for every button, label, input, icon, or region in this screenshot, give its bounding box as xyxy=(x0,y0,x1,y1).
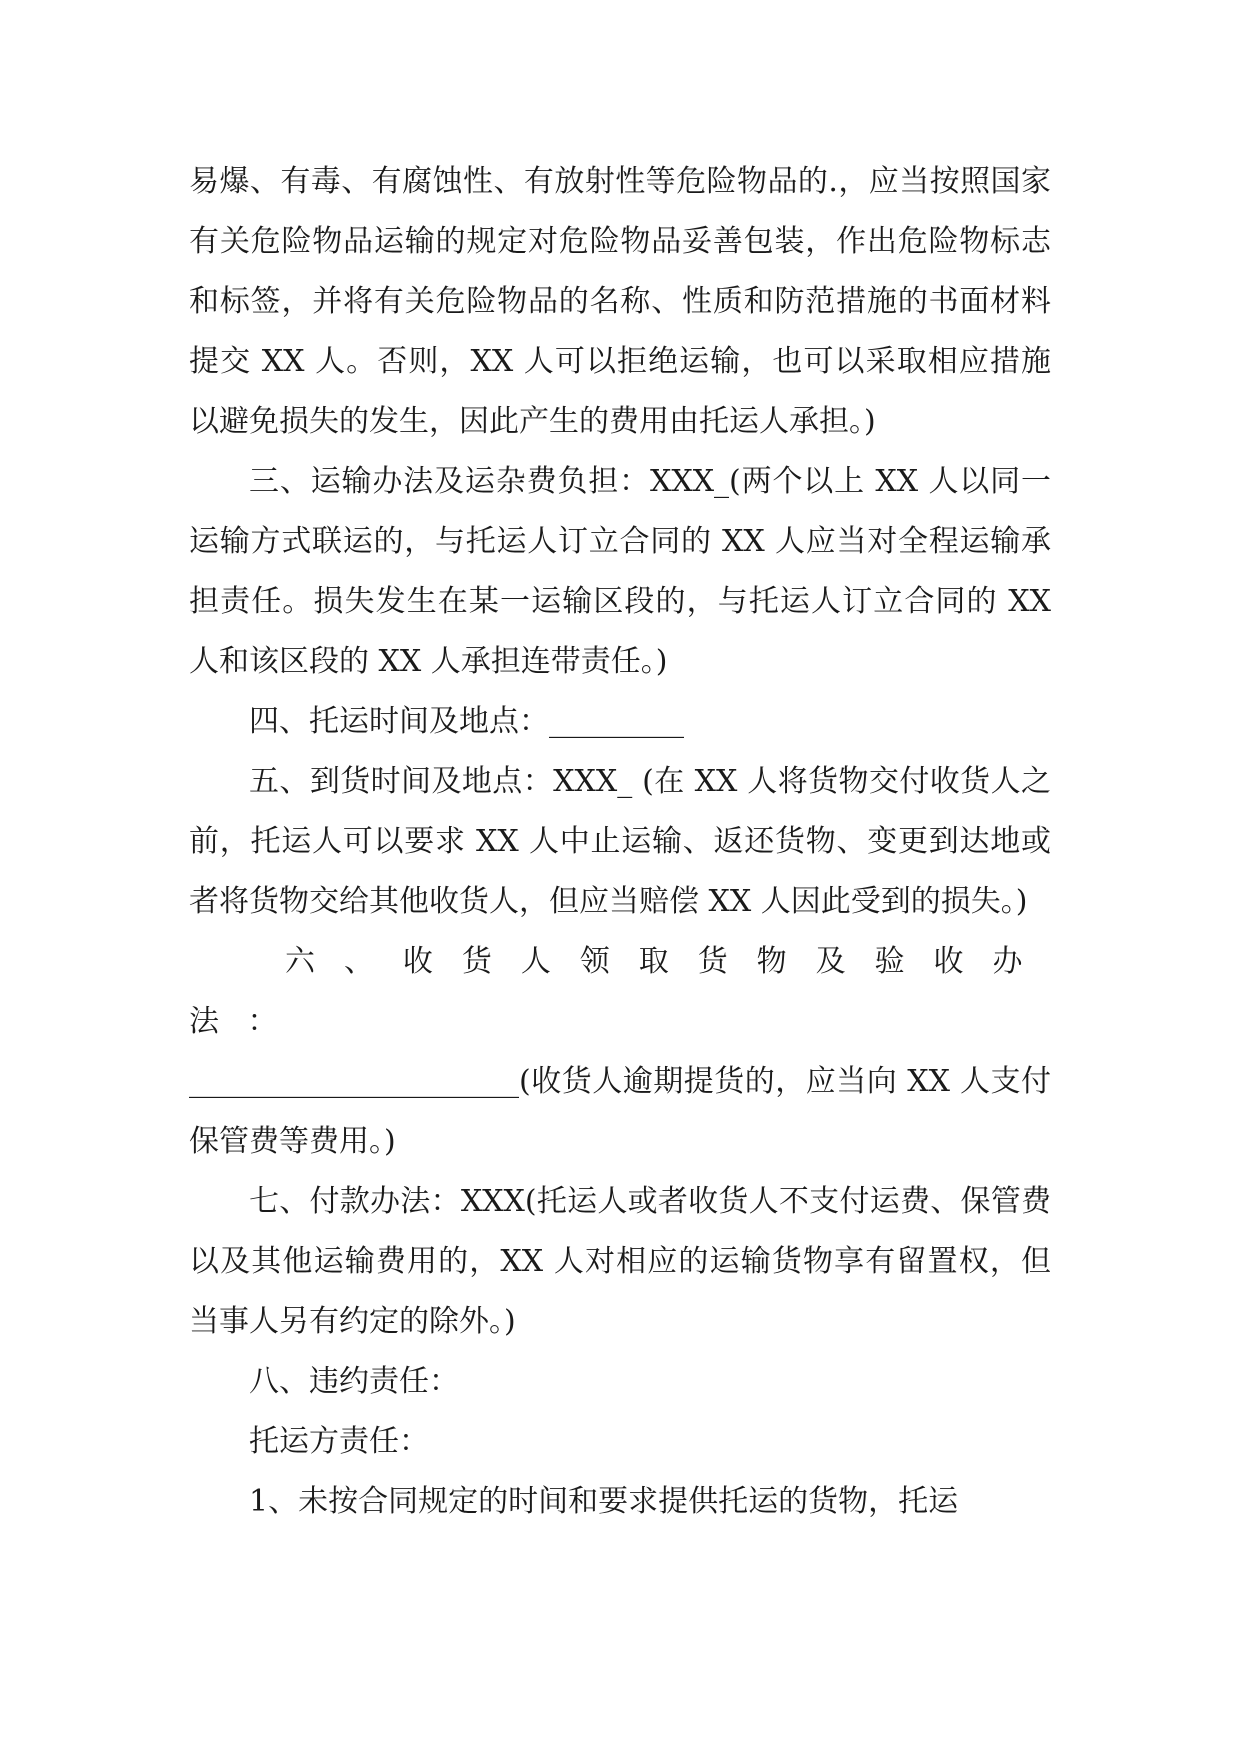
shipper-liability-item-1: 1、未按合同规定的时间和要求提供托运的货物，托运 xyxy=(249,1484,959,1519)
clause-7-payment: 七、付款办法：XXX(托运人或者收货人不支付运费、保管费以及其他运输费用的，XX 人对相应的运输货物享有留置权，但当事人另有约定的除外。) xyxy=(189,1184,1051,1339)
clause-5-arrival-time: 五、到货时间及地点：XXX_ (在 XX 人将货物交付收货人之前，托运人可以要求 XX 人中止运输、返还货物、变更到达地或者将货物交给其他收货人，但应当赔偿 XX 人因此受到的损失。) xyxy=(189,764,1051,919)
clause-6-body: ______________________(收货人逾期提货的，应当向 XX 人支付保管费等费用。) xyxy=(189,1064,1051,1159)
document-page xyxy=(189,152,1051,1532)
shipper-liability-heading: 托运方责任： xyxy=(249,1424,429,1459)
clause-3-transport-method: 三、运输办法及运杂费负担：XXX_(两个以上 XX 人以同一运输方式联运的，与托运人订立合同的 XX 人应当对全程运输承担责任。损失发生在某一运输区段的，与托运人订立合同的 XX 人和该区段的 XX 人承担连带责任。) xyxy=(189,464,1051,679)
clause-4-shipping-time: 四、托运时间及地点：_________ xyxy=(249,704,684,739)
paragraph-hazardous-goods: 易爆、有毒、有腐蚀性、有放射性等危险物品的.，应当按照国家有关危险物品运输的规定对危险物品妥善包装，作出危险物标志和标签，并将有关危险物品的名称、性质和防范措施的书面材料提交 XX 人。否则，XX 人可以拒绝运输，也可以采取相应措施以避免损失的发生，因此产生的费用由托运人承担。) xyxy=(189,164,1051,439)
clause-6-heading: 六、收货人领取货物及验收办法： xyxy=(189,944,1051,1039)
clause-8-liability-heading: 八、违约责任： xyxy=(249,1364,459,1399)
